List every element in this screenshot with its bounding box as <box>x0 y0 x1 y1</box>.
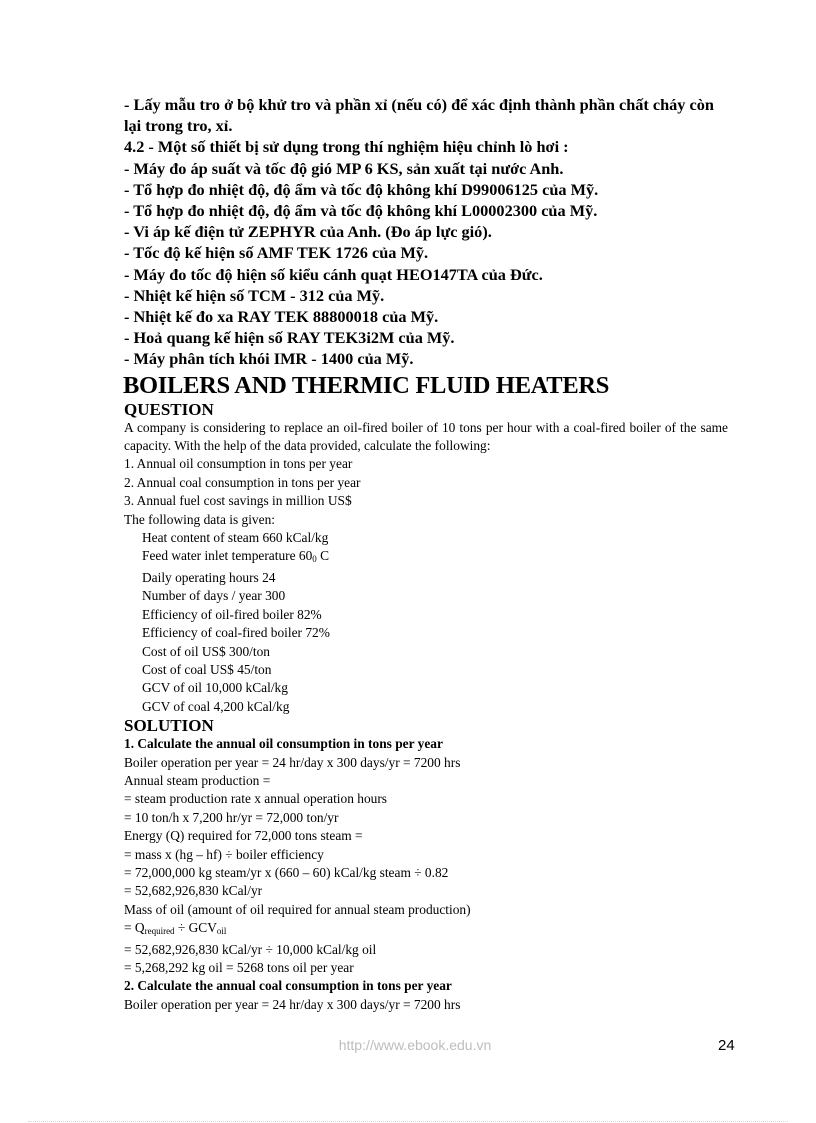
step1-title: 1. Calculate the annual oil consumption in tons per year <box>124 736 443 752</box>
given-intro: The following data is given: <box>124 511 275 527</box>
given-item: Efficiency of coal-fired boiler 72% <box>142 625 330 641</box>
vn-line-equipment: - Máy phân tích khói IMR - 1400 của Mỹ. <box>124 349 414 369</box>
solution-line: Boiler operation per year = 24 hr/day x 300 days/yr = 7200 hrs <box>124 754 461 770</box>
question-label: QUESTION <box>124 399 214 419</box>
formula-q-subscript: required <box>144 926 175 937</box>
feed-water-unit: C <box>316 548 330 564</box>
vn-line-equipment: - Tổ hợp đo nhiệt độ, độ ẩm và tốc độ không khí L00002300 của Mỹ. <box>124 201 598 221</box>
solution-line: Energy (Q) required for 72,000 tons steam = <box>124 828 363 844</box>
solution-line: = 5,268,292 kg oil = 5268 tons oil per year <box>124 960 354 976</box>
question-item: 1. Annual oil consumption in tons per year <box>124 456 353 472</box>
footer-url: http://www.ebook.edu.vn <box>338 1037 492 1053</box>
step2-title: 2. Calculate the annual coal consumption in tons per year <box>124 978 452 994</box>
oil-mass-formula <box>124 919 728 940</box>
vn-line-equipment: - Nhiệt kế hiện số TCM - 312 của Mỹ. <box>124 285 385 305</box>
given-item: Number of days / year 300 <box>142 588 286 604</box>
vn-line-equipment: - Tốc độ kế hiện số AMF TEK 1726 của Mỹ. <box>124 243 429 263</box>
page-number: 24 <box>718 1037 735 1054</box>
given-item: Cost of oil US$ 300/ton <box>142 643 270 659</box>
solution-line: = steam production rate x annual operation hours <box>124 791 388 807</box>
given-item: Daily operating hours 24 <box>142 569 276 585</box>
question-item: 2. Annual coal consumption in tons per year <box>124 474 361 490</box>
given-item: Cost of coal US$ 45/ton <box>142 661 272 677</box>
formula-prefix: = Q <box>124 920 145 936</box>
document-page <box>124 94 728 1014</box>
vn-line-equipment: - Vi áp kế điện tử ZEPHYR của Anh. (Đo áp lực gió). <box>124 222 492 242</box>
vn-line-equipment: - Nhiệt kế đo xa RAY TEK 88800018 của Mỹ. <box>124 307 439 327</box>
solution-label: SOLUTION <box>124 716 214 736</box>
vn-line-equipment: - Hoả quang kế hiện số RAY TEK3i2M của Mỹ. <box>124 328 455 348</box>
solution-line: = 52,682,926,830 kCal/yr ÷ 10,000 kCal/kg oil <box>124 941 377 957</box>
given-item-feed-water <box>124 547 728 568</box>
solution-line: = 52,682,926,830 kCal/yr <box>124 883 263 899</box>
solution-line: Boiler operation per year = 24 hr/day x 300 days/yr = 7200 hrs <box>124 996 461 1012</box>
vn-line-equipment: - Máy đo tốc độ hiện số kiểu cánh quạt HEO147TA của Đức. <box>124 264 543 284</box>
solution-line: = 10 ton/h x 7,200 hr/yr = 72,000 ton/yr <box>124 809 339 825</box>
feed-water-degree-subscript: 0 <box>312 554 317 565</box>
vn-line-equipment-heading: 4.2 - Một số thiết bị sử dụng trong thí nghiệm hiệu chỉnh lò hơi : <box>124 137 569 157</box>
section-heading: BOILERS AND THERMIC FLUID HEATERS <box>123 371 610 399</box>
solution-line: Annual steam production = <box>124 772 271 788</box>
given-item: GCV of coal 4,200 kCal/kg <box>142 698 290 714</box>
given-item: Heat content of steam 660 kCal/kg <box>142 530 329 546</box>
formula-mid: ÷ GCV <box>174 920 217 936</box>
vn-line-equipment: - Tổ hợp đo nhiệt độ, độ ẩm và tốc độ không khí D99006125 của Mỹ. <box>124 179 599 199</box>
solution-line: = 72,000,000 kg steam/yr x (660 – 60) kCal/kg steam ÷ 0.82 <box>124 864 449 880</box>
question-item: 3. Annual fuel cost savings in million US$ <box>124 493 352 509</box>
formula-gcv-subscript: oil <box>216 926 227 937</box>
feed-water-text: Feed water inlet temperature 60 <box>142 548 313 564</box>
vn-line-ash-sampling: - Lấy mẫu tro ở bộ khử tro và phần xỉ (nếu có) để xác định thành phần chất cháy còn lại trong tro, xỉ. <box>124 95 714 136</box>
page-bottom-divider <box>28 1121 788 1122</box>
question-text: A company is considering to replace an oil-fired boiler of 10 tons per hour with a coal-fired boiler of the same capacity. With the help of the data provided, calculate the following: <box>124 419 728 454</box>
given-item: GCV of oil 10,000 kCal/kg <box>142 680 288 696</box>
solution-line: Mass of oil (amount of oil required for annual steam production) <box>124 901 471 917</box>
given-item: Efficiency of oil-fired boiler 82% <box>142 606 322 622</box>
vn-line-equipment: - Máy đo áp suất và tốc độ gió MP 6 KS, sản xuất tại nước Anh. <box>124 158 564 178</box>
solution-line: = mass x (hg – hf) ÷ boiler efficiency <box>124 846 324 862</box>
